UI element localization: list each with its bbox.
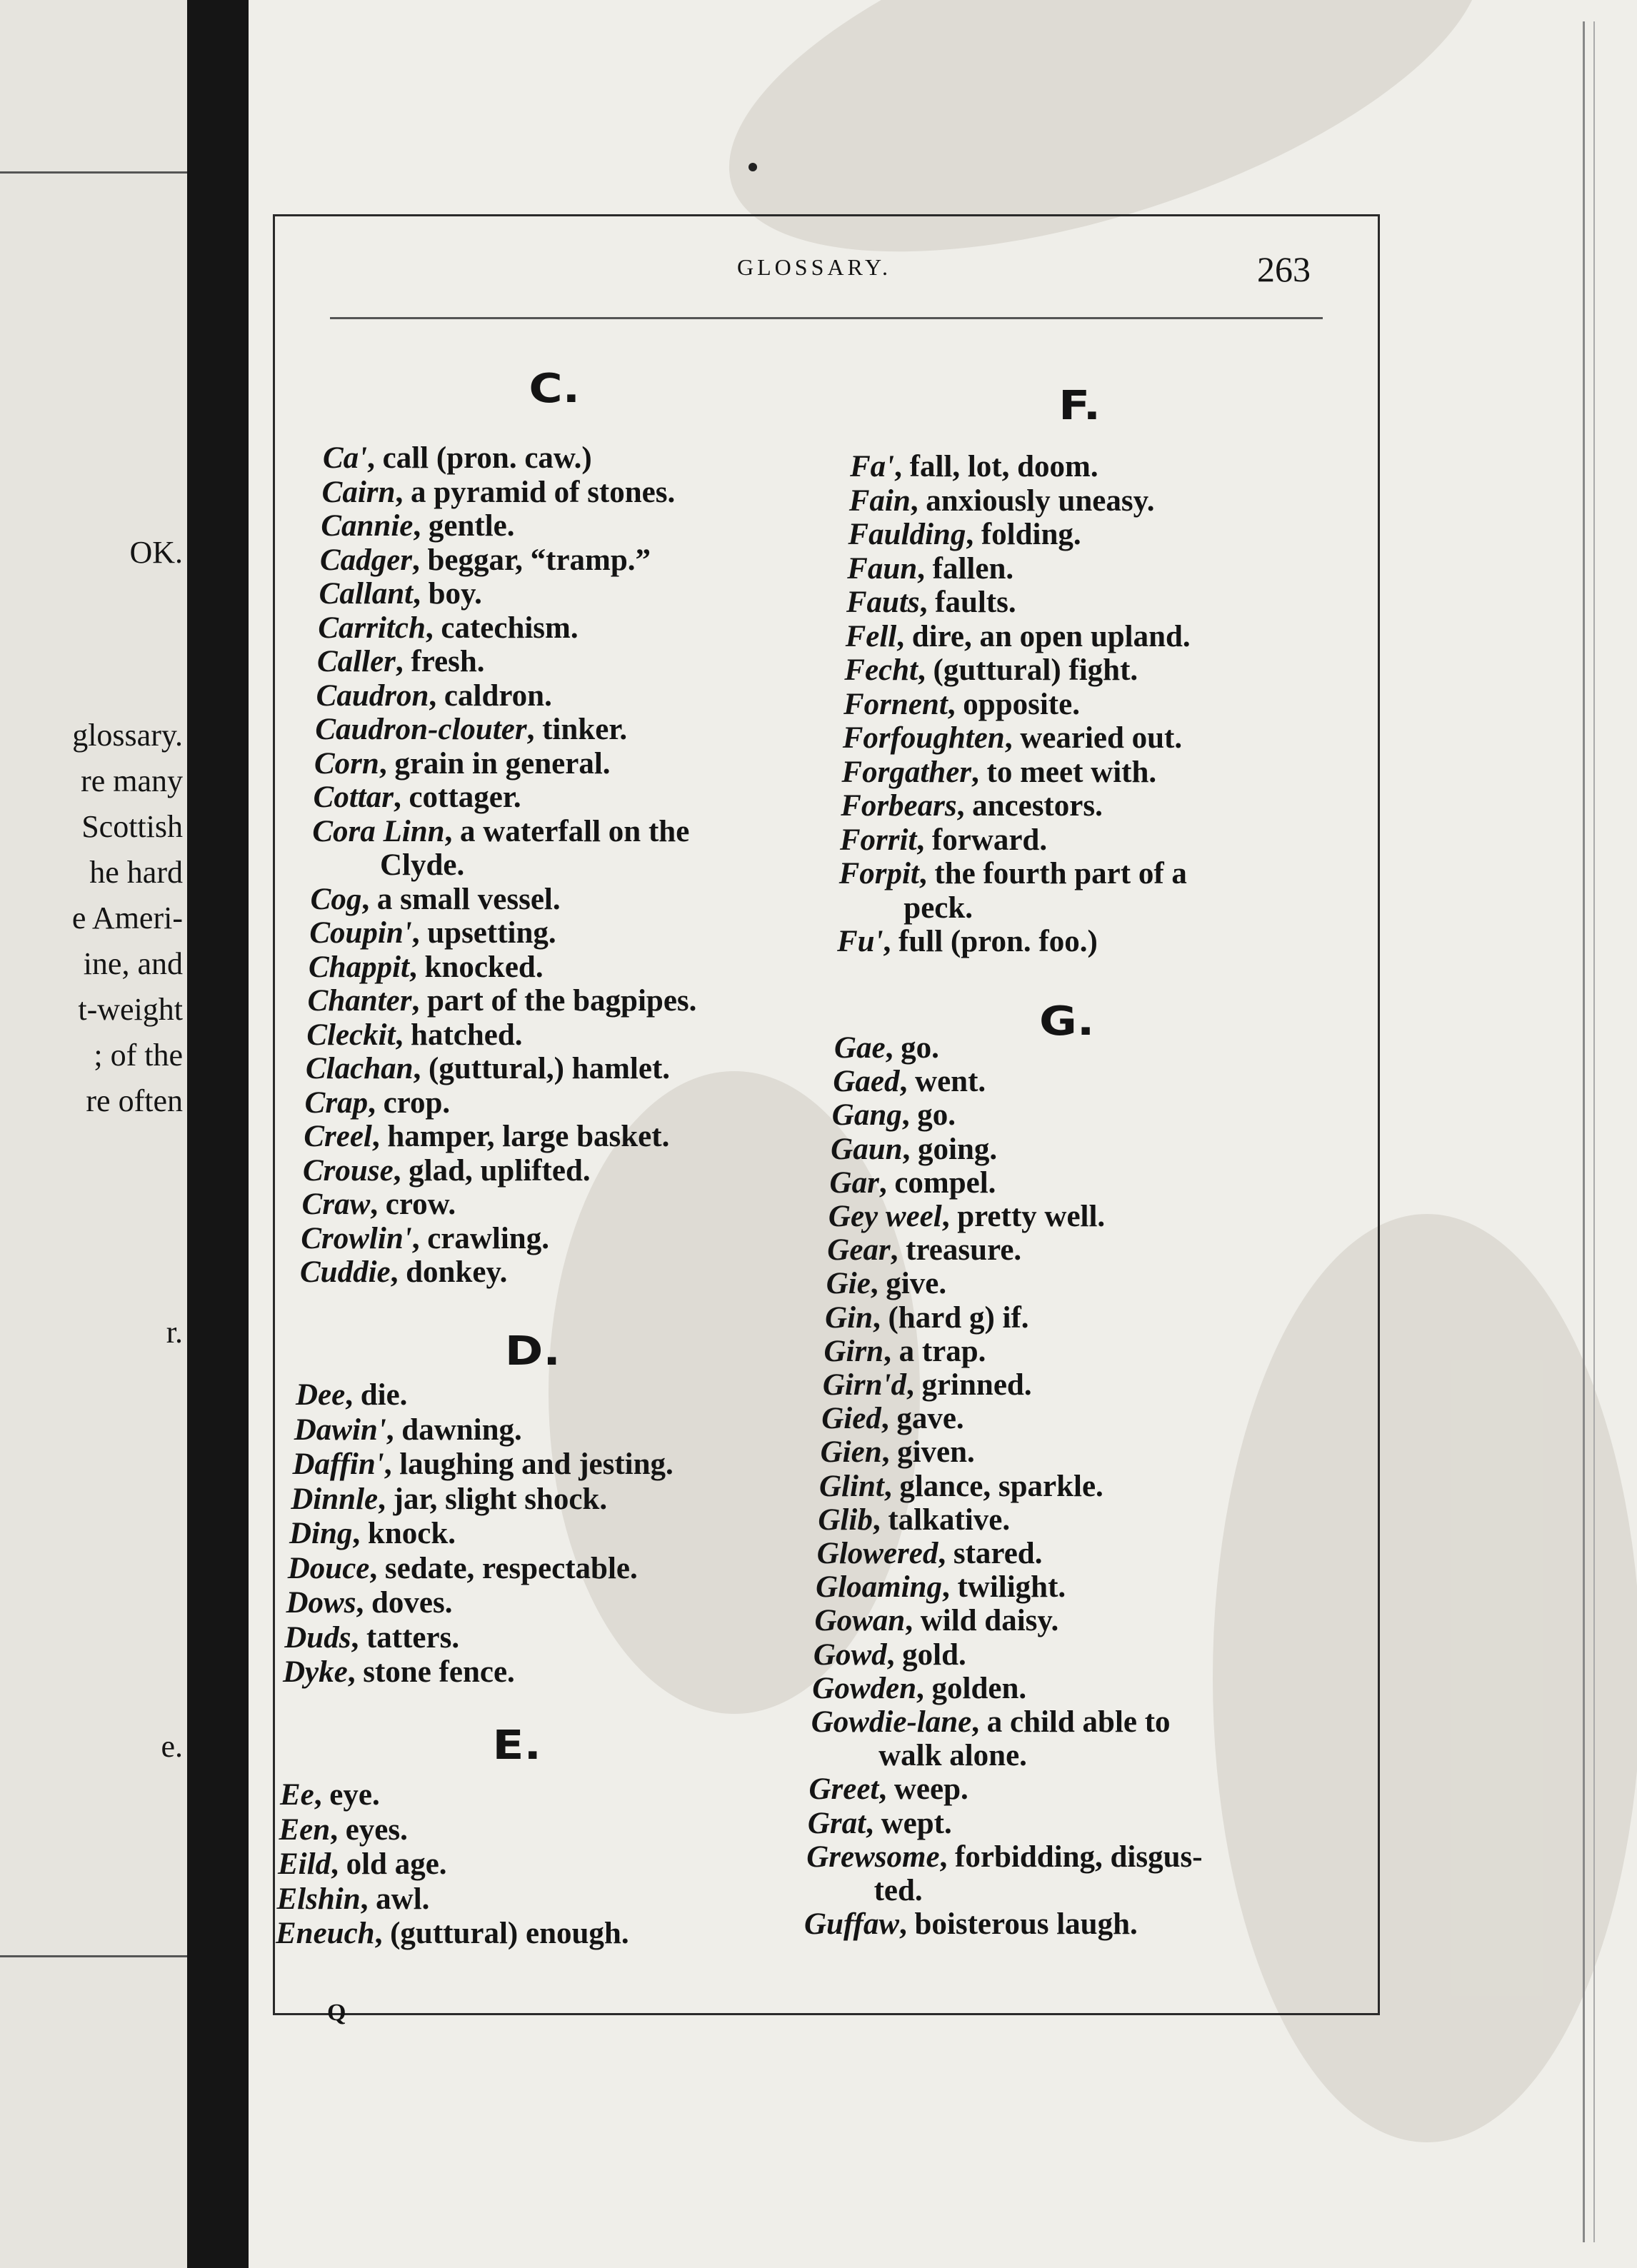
glossary-definition: , call (pron. caw.) <box>367 441 592 475</box>
signature-mark: Q <box>327 1999 346 2026</box>
glossary-term: Crouse <box>303 1153 394 1188</box>
facing-page-text: e Ameri- <box>71 900 183 935</box>
glossary-term: Gien <box>820 1435 882 1470</box>
glossary-definition: , beggar, “tramp.” <box>412 543 651 577</box>
glossary-term: Caudron <box>316 678 429 713</box>
glossary-entry <box>284 1621 459 1655</box>
glossary-term: Cannie <box>321 509 414 543</box>
glossary-entry <box>823 1368 1032 1403</box>
glossary-entry <box>294 1413 522 1447</box>
facing-page-text: r. <box>166 1315 183 1350</box>
glossary-term: Crowlin' <box>301 1221 412 1255</box>
glossary-term: Creel <box>304 1120 372 1153</box>
glossary-entry <box>830 1166 996 1200</box>
glossary-term: Grat <box>807 1806 866 1840</box>
glossary-definition: , knocked. <box>409 950 544 984</box>
glossary-entry <box>828 1200 1105 1234</box>
glossary-definition: , (guttural) fight. <box>918 653 1138 687</box>
glossary-definition: , catechism. <box>425 611 579 645</box>
glossary-definition: , crow. <box>370 1188 456 1221</box>
glossary-term: Gied <box>821 1402 881 1436</box>
glossary-entry <box>300 1255 507 1290</box>
glossary-entry <box>850 450 1098 484</box>
glossary-entry <box>814 1638 966 1672</box>
glossary-definition: , caldron. <box>429 678 552 713</box>
glossary-entry <box>288 1552 638 1586</box>
section-heading-d: D. <box>504 1328 561 1375</box>
glossary-entry <box>821 1435 975 1470</box>
glossary-entry <box>815 1604 1059 1638</box>
section-heading-e: E. <box>492 1722 541 1769</box>
glossary-term: Eild <box>278 1847 331 1881</box>
glossary-definition: , (guttural,) hamlet. <box>413 1052 671 1085</box>
glossary-term: Fecht <box>844 653 918 687</box>
glossary-entry <box>314 781 521 815</box>
glossary-entry <box>309 950 544 985</box>
glossary-term: Caudron-clouter <box>315 713 527 746</box>
glossary-term: Corn <box>314 746 379 781</box>
glossary-definition: , tatters. <box>351 1620 460 1655</box>
glossary-term: Forrit <box>839 823 917 857</box>
glossary-entry <box>319 577 482 611</box>
glossary-definition: , donkey. <box>390 1255 508 1289</box>
glossary-term: Cadger <box>320 543 412 577</box>
glossary-entry <box>818 1503 1010 1537</box>
glossary-entry <box>833 1065 986 1099</box>
glossary-entry <box>843 688 1080 722</box>
glossary-definition: , a waterfall on the <box>444 814 690 848</box>
facing-page-text: OK. <box>129 535 183 570</box>
glossary-definition: , fallen. <box>917 551 1014 586</box>
glossary-term: Faulding <box>848 518 966 551</box>
facing-page <box>0 0 187 2268</box>
glossary-definition: , awl. <box>360 1882 430 1916</box>
glossary-term: Dows <box>286 1586 356 1620</box>
glossary-entry <box>279 1813 408 1847</box>
glossary-term: Cora Linn <box>312 814 445 848</box>
glossary-definition: , knock. <box>352 1517 456 1550</box>
glossary-definition: , a small vessel. <box>361 882 561 916</box>
glossary-definition: , given. <box>881 1435 975 1470</box>
glossary-entry <box>839 857 1187 891</box>
running-head: GLOSSARY. <box>737 254 892 280</box>
glossary-term: Greet <box>809 1772 879 1807</box>
glossary-term: Girn <box>823 1334 884 1368</box>
glossary-entry <box>846 586 1016 620</box>
glossary-definition: , gentle. <box>413 509 515 543</box>
glossary-definition: , boy. <box>413 577 482 611</box>
glossary-term: Dee <box>296 1378 346 1412</box>
glossary-definition: , going. <box>902 1132 998 1166</box>
glossary-entry <box>302 1188 456 1222</box>
glossary-entry <box>819 1470 1103 1504</box>
glossary-entry <box>849 484 1155 518</box>
glossary-entry <box>308 984 697 1018</box>
glossary-term: Cuddie <box>300 1255 391 1289</box>
glossary-entry <box>283 1655 515 1690</box>
glossary-term: Gin <box>825 1300 873 1335</box>
glossary-term: Ee <box>280 1778 314 1812</box>
glossary-entry <box>303 1154 591 1188</box>
glossary-entry <box>278 1847 447 1882</box>
glossary-entry <box>809 1772 968 1807</box>
glossary-term: Eneuch <box>276 1917 375 1950</box>
glossary-entry <box>844 653 1138 688</box>
glossary-term: Ding <box>289 1517 353 1550</box>
facing-page-text: re often <box>86 1083 183 1118</box>
glossary-entry <box>817 1537 1043 1571</box>
glossary-entry <box>316 679 552 713</box>
glossary-definition: , went. <box>899 1065 986 1099</box>
glossary-definition: , hatched. <box>395 1018 523 1052</box>
glossary-definition: , forward. <box>916 823 1048 857</box>
glossary-definition: , dire, an open upland. <box>896 619 1191 653</box>
glossary-definition: , the fourth part of a <box>918 857 1187 890</box>
glossary-definition: , a trap. <box>883 1334 986 1368</box>
glossary-definition: , doves. <box>356 1586 453 1620</box>
glossary-entry <box>804 1907 1138 1942</box>
glossary-definition: , tinker. <box>526 713 628 746</box>
header-rule <box>330 317 1323 319</box>
glossary-definition-continued: peck. <box>903 890 973 925</box>
glossary-definition: , eye. <box>314 1778 380 1812</box>
glossary-term: Forfoughten <box>842 721 1005 755</box>
glossary-definition: , weep. <box>878 1772 968 1807</box>
glossary-definition: , to meet with. <box>971 755 1157 789</box>
glossary-entry <box>293 1447 674 1482</box>
glossary-entry <box>837 925 1098 959</box>
glossary-entry <box>320 543 651 578</box>
glossary-term: Fain <box>848 483 911 518</box>
glossary-definition: , jar, slight shock. <box>378 1482 608 1516</box>
glossary-term: Gey weel <box>828 1200 942 1233</box>
glossary-definition: , full (pron. foo.) <box>883 925 1098 958</box>
glossary-definition: , a pyramid of stones. <box>395 475 676 509</box>
glossary-term: Chappit <box>309 950 409 984</box>
glossary-entry <box>304 1120 669 1154</box>
glossary-term: Gie <box>826 1267 871 1301</box>
glossary-definition: , (guttural) enough. <box>374 1917 629 1950</box>
glossary-definition: , dawning. <box>386 1413 522 1447</box>
glossary-definition: , gold. <box>886 1637 966 1672</box>
glossary-term: Callant <box>319 577 414 611</box>
glossary-definition: , fresh. <box>395 645 485 678</box>
glossary-entry <box>311 883 561 917</box>
glossary-definition: , eyes. <box>330 1812 408 1847</box>
glossary-entry <box>831 1133 997 1167</box>
glossary-entry <box>847 552 1013 586</box>
glossary-term: Forgather <box>841 755 972 789</box>
glossary-definition: , treasure. <box>890 1233 1022 1268</box>
glossary-definition: , anxiously uneasy. <box>910 483 1155 518</box>
glossary-entry <box>296 1378 407 1413</box>
glossary-term: Daffin' <box>292 1447 384 1481</box>
glossary-term: Fauts <box>846 586 920 619</box>
glossary-definition: , compel. <box>878 1165 996 1200</box>
glossary-definition: , forbidding, disgus- <box>939 1840 1203 1874</box>
glossary-term: Glint <box>819 1469 884 1503</box>
glossary-definition: , give. <box>870 1267 947 1301</box>
glossary-term: Crap <box>304 1085 369 1120</box>
glossary-term: Gowan <box>814 1604 906 1638</box>
glossary-definition: , wearied out. <box>1004 721 1183 755</box>
section-heading-g: G. <box>1038 998 1095 1045</box>
glossary-definition: , faults. <box>919 586 1016 619</box>
facing-page-text: e. <box>161 1729 183 1764</box>
section-heading-f: F. <box>1058 383 1101 429</box>
glossary-definition: , twilight. <box>941 1570 1066 1605</box>
glossary-entry <box>322 476 676 510</box>
glossary-entry <box>280 1778 380 1812</box>
glossary-definition: , grain in general. <box>379 746 611 781</box>
facing-page-text: ine, and <box>83 946 183 981</box>
glossary-term: Gear <box>827 1233 891 1268</box>
glossary-entry <box>314 747 611 781</box>
glossary-term: Cairn <box>321 475 396 509</box>
facing-page-text: t-weight <box>78 992 183 1027</box>
glossary-definition-continued: ted. <box>873 1874 923 1907</box>
glossary-definition: , stared. <box>938 1537 1043 1570</box>
glossary-definition: , go. <box>901 1098 956 1133</box>
glossary-entry <box>840 823 1047 858</box>
glossary-entry <box>312 815 689 849</box>
glossary-definition: , wept. <box>866 1806 952 1840</box>
glossary-entry <box>843 721 1182 756</box>
glossary-term: Girn'd <box>822 1368 906 1402</box>
glossary-term: Cottar <box>313 781 394 814</box>
glossary-definition: , (hard g) if. <box>872 1300 1029 1335</box>
glossary-entry <box>305 1086 450 1120</box>
glossary-entry <box>811 1705 1171 1740</box>
glossary-definition: , go. <box>885 1031 939 1065</box>
glossary-entry <box>816 1570 1066 1605</box>
glossary-entry <box>848 518 1081 552</box>
section-heading-c: C. <box>529 366 581 412</box>
glossary-term: Een <box>279 1812 331 1847</box>
glossary-entry <box>812 1672 1026 1706</box>
glossary-term: Gar <box>829 1165 879 1200</box>
glossary-definition: , cottager. <box>393 781 521 814</box>
glossary-entry <box>825 1301 1029 1335</box>
glossary-term: Carritch <box>318 611 426 645</box>
glossary-entry <box>309 916 556 950</box>
glossary-term: Glowered <box>816 1537 938 1570</box>
glossary-entry <box>826 1267 946 1301</box>
glossary-entry <box>846 620 1191 654</box>
glossary-definition: , opposite. <box>947 687 1080 721</box>
glossary-definition: , crawling. <box>411 1221 549 1255</box>
glossary-term: Gowdie-lane <box>811 1705 972 1739</box>
glossary-definition: , talkative. <box>872 1502 1011 1537</box>
glossary-definition-continued: walk alone. <box>878 1739 1027 1773</box>
glossary-definition: , crop. <box>368 1085 451 1120</box>
page-edge <box>1583 21 1595 2242</box>
glossary-term: Fa' <box>850 450 895 483</box>
glossary-entry <box>286 1586 453 1620</box>
glossary-entry <box>808 1807 952 1841</box>
facing-page-text: re many <box>81 763 183 798</box>
glossary-term: Fell <box>845 619 897 653</box>
ink-dot <box>749 163 757 171</box>
glossary-entry <box>289 1517 456 1551</box>
glossary-entry <box>323 441 592 476</box>
glossary-term: Gloaming <box>816 1570 942 1605</box>
glossary-term: Gang <box>831 1098 902 1133</box>
glossary-definition: , pretty well. <box>941 1200 1106 1233</box>
glossary-entry <box>306 1018 522 1053</box>
glossary-entry <box>806 1840 1202 1875</box>
facing-page-text: Scottish <box>81 809 183 844</box>
glossary-entry <box>834 1031 939 1065</box>
glossary-term: Glib <box>818 1502 873 1537</box>
glossary-definition: , part of the bagpipes. <box>411 984 697 1018</box>
glossary-entry <box>315 713 627 747</box>
glossary-term: Guffaw <box>804 1907 900 1942</box>
glossary-definition: , glance, sparkle. <box>883 1469 1103 1503</box>
glossary-term: Dinnle <box>291 1482 379 1516</box>
glossary-term: Dawin' <box>294 1413 386 1447</box>
glossary-entry <box>276 1917 629 1951</box>
glossary-term: Gowd <box>813 1637 887 1672</box>
glossary-term: Duds <box>284 1620 351 1655</box>
glossary-entry <box>318 611 578 646</box>
glossary-definition: , sedate, respectable. <box>369 1551 638 1585</box>
page-number: 263 <box>1257 249 1311 289</box>
facing-page-rule <box>0 1955 187 1957</box>
glossary-definition: , laughing and jesting. <box>384 1447 674 1481</box>
facing-page-text: he hard <box>89 855 183 890</box>
glossary-entry <box>277 1882 430 1917</box>
glossary-definition: , folding. <box>966 518 1081 551</box>
glossary-entry <box>832 1098 956 1133</box>
glossary-definition: , stone fence. <box>347 1655 515 1689</box>
glossary-definition: , hamper, large basket. <box>371 1120 670 1153</box>
glossary-term: Fu' <box>837 925 883 958</box>
glossary-definition: , old age. <box>331 1847 447 1881</box>
glossary-definition: , wild daisy. <box>905 1604 1059 1638</box>
glossary-entry <box>321 509 514 543</box>
facing-page-text: ; of the <box>94 1038 183 1073</box>
glossary-definition: , upsetting. <box>411 916 556 950</box>
glossary-entry <box>841 789 1103 823</box>
glossary-term: Dyke <box>283 1655 348 1689</box>
glossary-definition: , gave. <box>881 1402 964 1436</box>
facing-page-text: glossary. <box>72 718 183 753</box>
glossary-entry <box>301 1222 549 1256</box>
glossary-term: Grewsome <box>806 1840 940 1874</box>
glossary-definition-continued: Clyde. <box>380 848 465 882</box>
glossary-entry <box>823 1335 986 1369</box>
glossary-definition: , a child able to <box>971 1705 1171 1739</box>
glossary-term: Douce <box>287 1551 370 1585</box>
glossary-definition: , fall, lot, doom. <box>894 450 1098 483</box>
glossary-term: Elshin <box>276 1882 361 1916</box>
glossary-term: Chanter <box>307 984 412 1018</box>
glossary-term: Fornent <box>843 687 948 721</box>
glossary-definition: , glad, uplifted. <box>393 1153 591 1188</box>
glossary-entry <box>317 645 485 679</box>
glossary-term: Cog <box>310 882 362 916</box>
glossary-term: Caller <box>317 645 396 678</box>
glossary-definition: , die. <box>345 1378 408 1412</box>
glossary-term: Faun <box>847 551 918 586</box>
glossary-term: Gae <box>834 1031 886 1065</box>
glossary-term: Gaun <box>831 1132 903 1166</box>
glossary-entry <box>841 756 1156 790</box>
glossary-term: Craw <box>301 1188 371 1221</box>
glossary-entry <box>821 1402 963 1436</box>
glossary-definition: , ancestors. <box>956 789 1103 823</box>
glossary-entry <box>291 1482 607 1517</box>
glossary-definition: , boisterous laugh. <box>899 1907 1138 1942</box>
glossary-definition: , golden. <box>916 1671 1027 1705</box>
glossary-term: Forbears <box>841 789 957 823</box>
book-gutter <box>187 0 249 2268</box>
glossary-definition: , grinned. <box>906 1368 1032 1402</box>
glossary-term: Gowden <box>812 1671 917 1705</box>
glossary-term: Ca' <box>323 441 368 475</box>
glossary-entry <box>827 1233 1021 1268</box>
glossary-term: Clachan <box>306 1052 414 1085</box>
glossary-term: Forpit <box>838 857 919 890</box>
facing-page-rule <box>0 171 187 174</box>
glossary-term: Coupin' <box>309 916 412 950</box>
glossary-entry <box>306 1052 670 1086</box>
glossary-term: Gaed <box>833 1065 900 1099</box>
glossary-term: Cleckit <box>306 1018 396 1052</box>
